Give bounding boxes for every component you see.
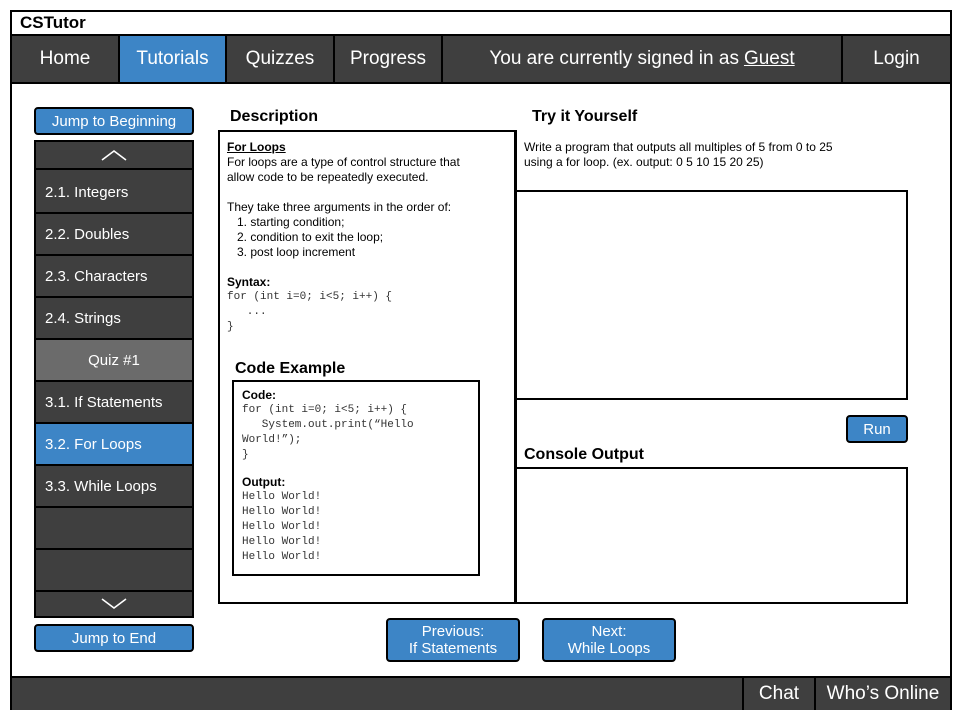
sidebar-item-if-statements[interactable]: 3.1. If Statements xyxy=(36,382,192,424)
login-button[interactable]: Login xyxy=(873,48,920,69)
scroll-up-button[interactable] xyxy=(36,142,192,170)
signin-user-link[interactable]: Guest xyxy=(743,48,795,69)
console-output xyxy=(515,467,908,604)
top-navigation xyxy=(12,34,950,84)
app-title: CSTutor xyxy=(20,13,86,32)
description-panel xyxy=(218,130,516,604)
nav-tutorials[interactable]: Tutorials xyxy=(120,36,227,82)
footer-bar xyxy=(12,676,950,710)
next-lesson-button[interactable] xyxy=(542,618,676,662)
exercise-prompt-line-2: using a for loop. (ex. output: 0 5 10 15 20 25) xyxy=(524,155,764,169)
argument-2: 2. condition to exit the loop; xyxy=(237,230,384,244)
previous-lesson-button[interactable] xyxy=(386,618,520,662)
nav-home[interactable]: Home xyxy=(12,36,120,82)
syntax-label: Syntax: xyxy=(227,275,271,289)
sidebar-item-while-loops[interactable]: 3.3. While Loops xyxy=(36,466,192,508)
output-label: Output: xyxy=(242,475,286,489)
sidebar-item-doubles[interactable]: 2.2. Doubles xyxy=(36,214,192,256)
next-label: Next: xyxy=(591,623,627,640)
next-target: While Loops xyxy=(567,640,651,657)
syntax-code: for (int i=0; i<5; i++) { ... } xyxy=(227,291,393,333)
arguments-intro: They take three arguments in the order of: xyxy=(227,200,452,214)
jump-to-beginning-button[interactable]: Jump to Beginning xyxy=(34,107,194,135)
topic-title: For Loops xyxy=(227,140,286,154)
example-code: for (int i=0; i<5; i++) { System.out.print(“Hello World!”); } xyxy=(242,404,414,461)
intro-text-line-1: For loops are a type of control structure that xyxy=(227,155,460,169)
nav-progress[interactable]: Progress xyxy=(335,36,443,82)
argument-1: 1. starting condition; xyxy=(237,215,345,229)
chevron-up-icon xyxy=(100,149,128,161)
nav-quizzes[interactable]: Quizzes xyxy=(227,36,335,82)
jump-to-end-button[interactable]: Jump to End xyxy=(34,624,194,652)
signin-status xyxy=(443,36,843,82)
intro-text-line-2: allow code to be repeatedly executed. xyxy=(227,170,429,184)
chat-button[interactable]: Chat xyxy=(742,678,814,710)
sidebar-item-characters[interactable]: 2.3. Characters xyxy=(36,256,192,298)
tutorial-list xyxy=(34,140,194,618)
try-it-heading: Try it Yourself xyxy=(532,108,638,125)
scroll-down-button[interactable] xyxy=(36,592,192,616)
sidebar-item-quiz-1[interactable]: Quiz #1 xyxy=(36,340,192,382)
chevron-down-icon xyxy=(100,598,128,610)
sidebar-empty-slot xyxy=(36,550,192,592)
sidebar-item-for-loops[interactable]: 3.2. For Loops xyxy=(36,424,192,466)
console-output-heading: Console Output xyxy=(524,446,644,463)
previous-target: If Statements xyxy=(408,640,498,657)
run-button[interactable]: Run xyxy=(846,415,908,443)
sidebar-item-strings[interactable]: 2.4. Strings xyxy=(36,298,192,340)
sidebar-item-integers[interactable]: 2.1. Integers xyxy=(36,172,192,214)
exercise-prompt-line-1: Write a program that outputs all multiples of 5 from 0 to 25 xyxy=(524,140,833,154)
previous-label: Previous: xyxy=(421,623,485,640)
code-label: Code: xyxy=(242,388,276,402)
code-example-heading: Code Example xyxy=(235,360,346,377)
app-window xyxy=(10,10,952,710)
whos-online-button[interactable]: Who’s Online xyxy=(814,678,950,710)
code-example-box xyxy=(232,380,480,576)
sidebar-empty-slot xyxy=(36,508,192,550)
description-heading: Description xyxy=(230,108,319,125)
code-editor-input[interactable] xyxy=(515,190,908,400)
argument-3: 3. post loop increment xyxy=(237,245,356,259)
signin-prefix: You are currently signed in as xyxy=(489,48,739,69)
example-output: Hello World! Hello World! Hello World! Hello World! Hello World! xyxy=(242,491,322,563)
